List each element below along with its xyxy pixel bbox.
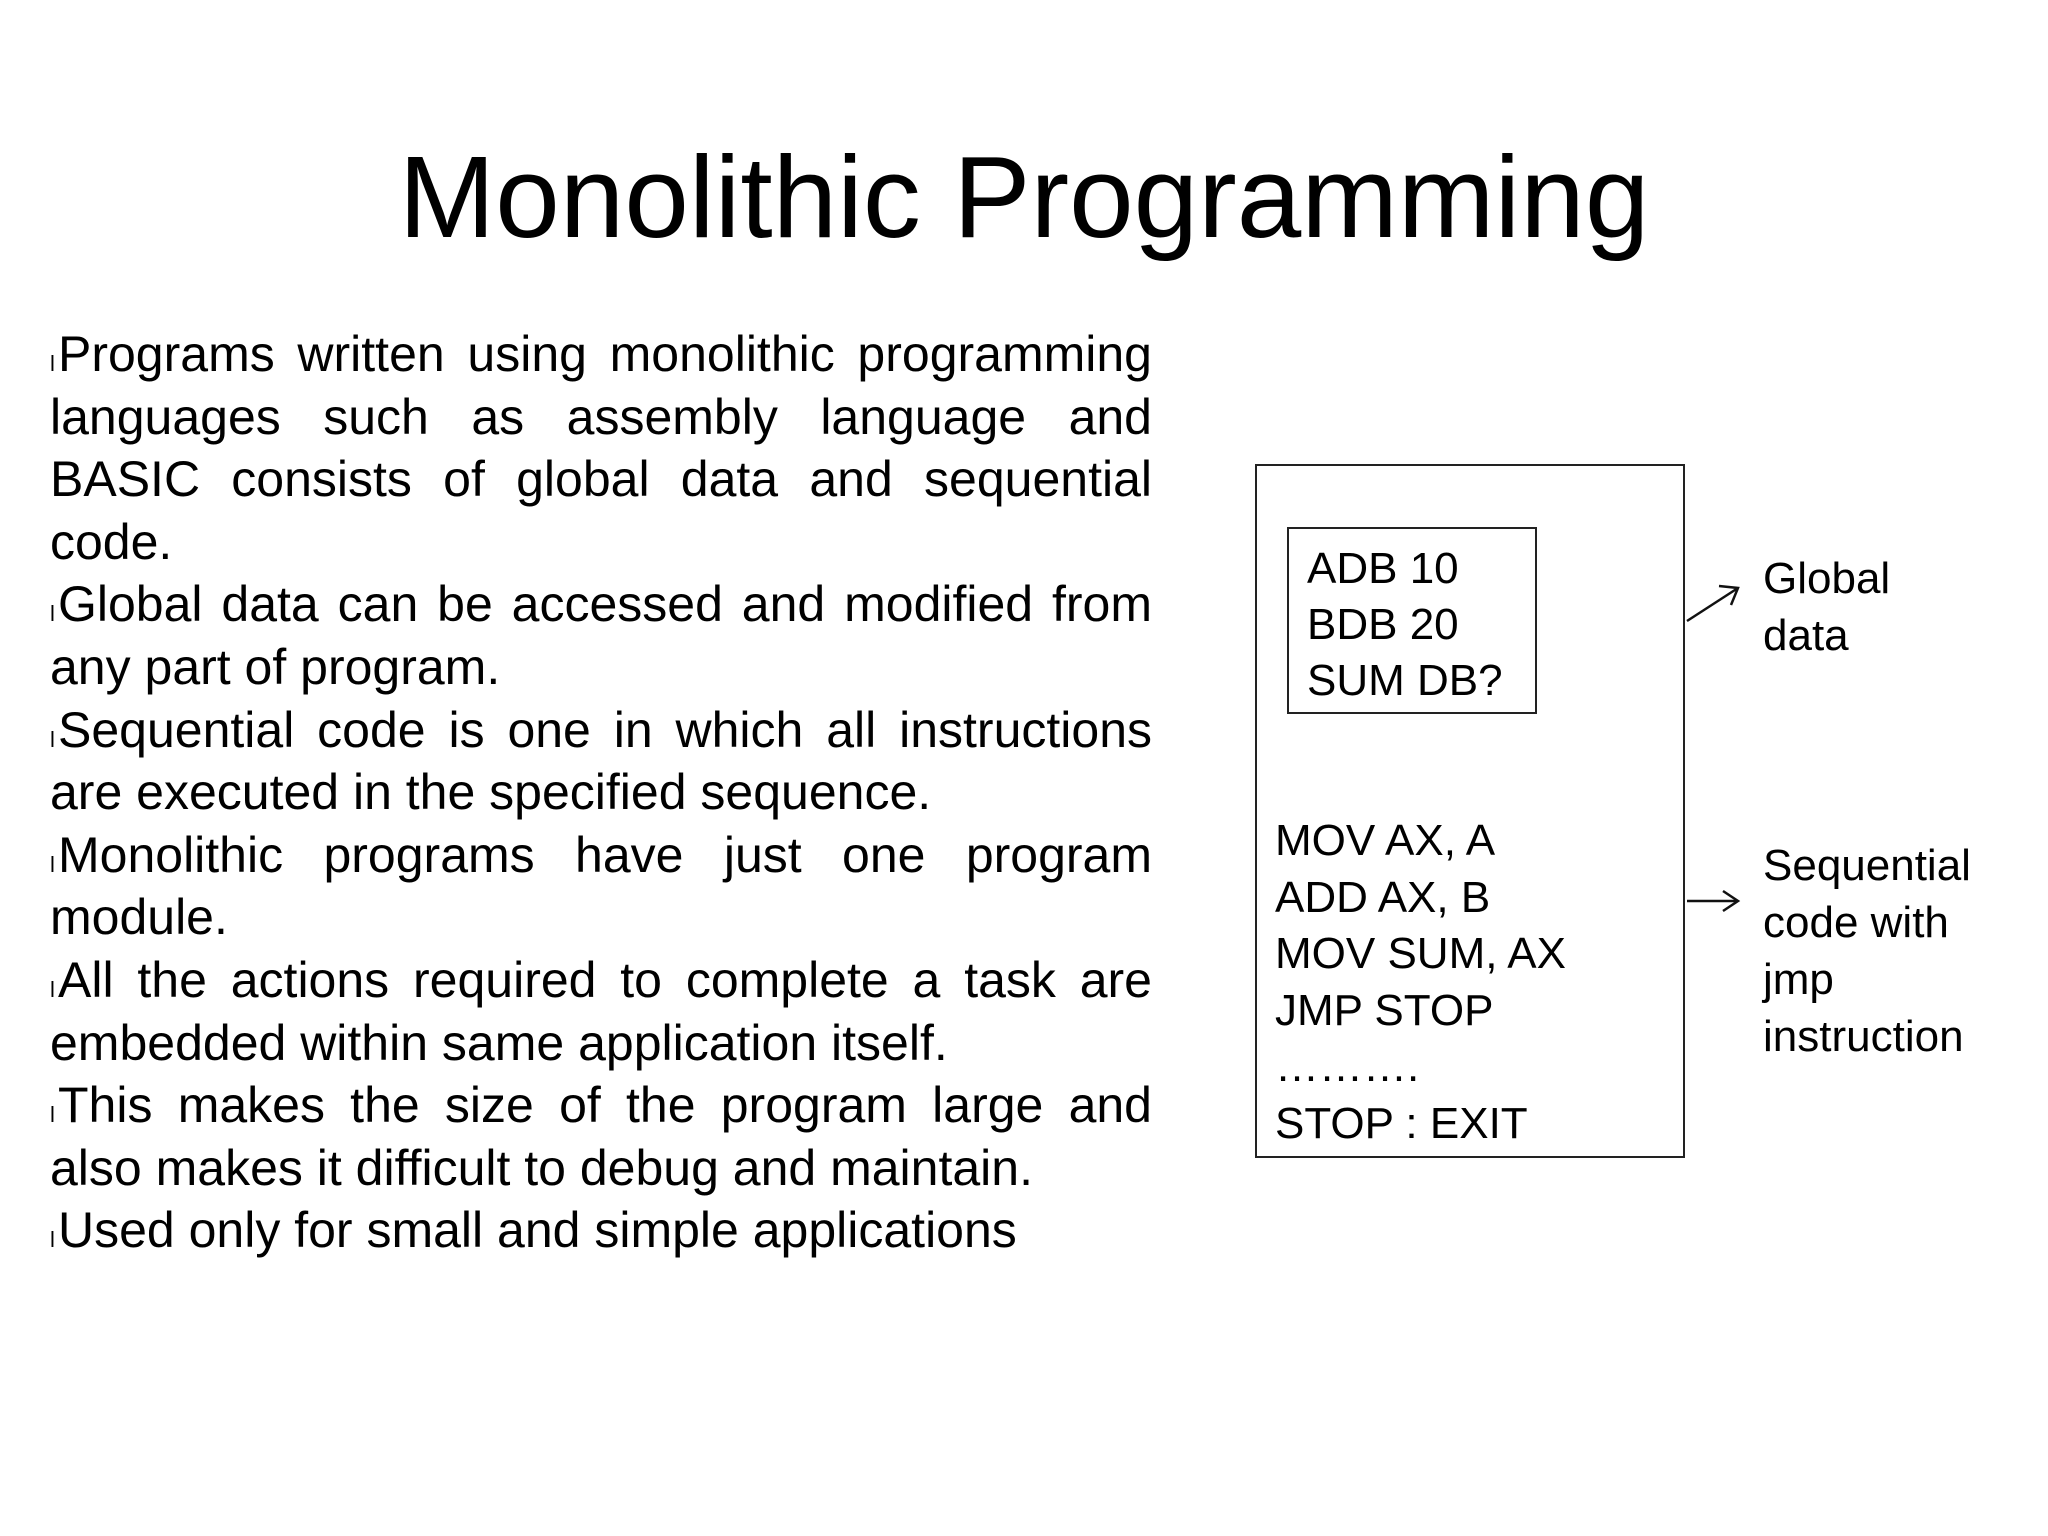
bullet-text: Used only for small and simple applications	[58, 1202, 1017, 1259]
global-data-label	[1763, 550, 1890, 664]
bullet-text: Global data can be accessed and modified from any part of program.	[50, 576, 1152, 695]
bullet-item	[50, 323, 1152, 573]
bullet-marker: l	[50, 726, 55, 752]
bullet-marker: l	[50, 1227, 55, 1253]
bullet-item	[50, 699, 1152, 824]
label-line: code with	[1763, 898, 1949, 947]
code-line: ADD AX, B	[1275, 872, 1491, 922]
label-line: jmp	[1763, 955, 1834, 1004]
sequential-code-arrow-icon	[1687, 891, 1738, 911]
code-line: MOV AX, A	[1275, 816, 1496, 865]
bullet-item	[50, 824, 1152, 949]
bullet-marker: l	[50, 976, 55, 1002]
global-data-line: SUM DB?	[1307, 656, 1503, 705]
bullet-text: All the actions required to complete a task are embedded within same application itself.	[50, 951, 1152, 1071]
global-data-box	[1287, 527, 1537, 714]
bullet-text: Programs written using monolithic programming languages such as assembly language and BASIC consists of global data and sequential code.	[50, 326, 1152, 570]
bullet-item	[50, 1199, 1152, 1262]
bullet-item	[50, 1074, 1152, 1199]
bullet-list	[50, 323, 1152, 1262]
label-line: instruction	[1763, 1012, 1964, 1061]
bullet-marker: l	[50, 1102, 55, 1128]
sequential-code-label	[1763, 837, 1971, 1065]
code-line: MOV SUM, AX	[1275, 929, 1566, 978]
bullet-item	[50, 949, 1152, 1074]
global-data-line: ADB 10	[1307, 544, 1459, 593]
bullet-marker: l	[50, 601, 55, 627]
sequential-code-block	[1275, 813, 1566, 1152]
code-line: ……….	[1275, 1042, 1420, 1091]
code-line: JMP STOP	[1275, 985, 1494, 1035]
global-data-line: BDB 20	[1307, 600, 1459, 649]
label-line: Sequential	[1763, 841, 1971, 890]
bullet-item	[50, 573, 1152, 698]
bullet-text: Sequential code is one in which all instructions are executed in the specified sequence.	[50, 701, 1152, 821]
bullet-marker: l	[50, 351, 55, 376]
bullet-text: Monolithic programs have just one program module.	[50, 826, 1152, 946]
label-line: Global	[1763, 554, 1891, 603]
slide-title: Monolithic Programming	[398, 132, 1650, 262]
bullet-text: This makes the size of the program large and also makes it difficult to debug and maintain.	[50, 1077, 1152, 1196]
bullet-marker: l	[50, 851, 55, 877]
global-data-arrow-icon	[1687, 586, 1738, 621]
label-line: data	[1763, 611, 1849, 660]
code-line: STOP : EXIT	[1275, 1098, 1528, 1148]
